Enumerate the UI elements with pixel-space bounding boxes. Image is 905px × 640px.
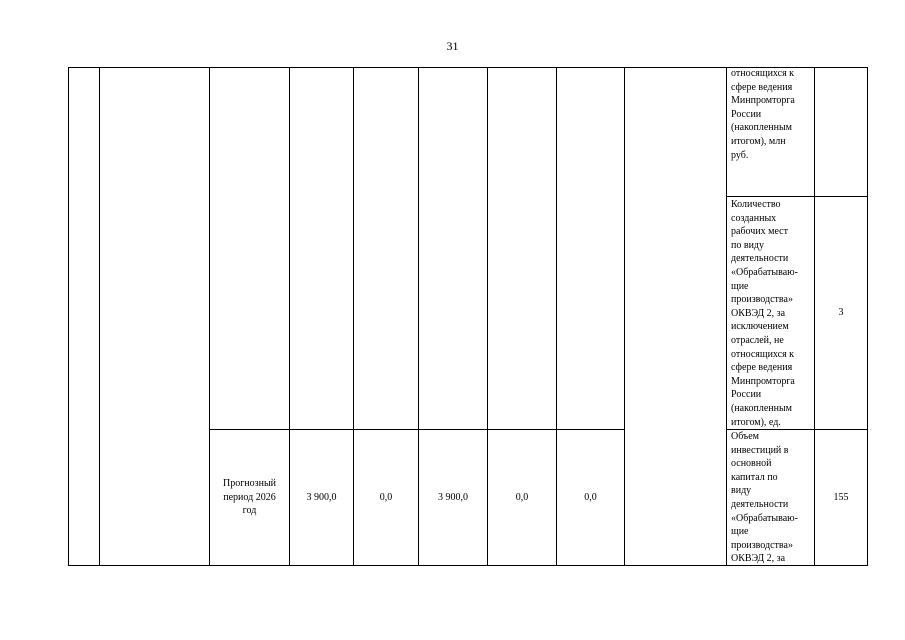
period-cell: Прогнозный период 2026 год: [222, 478, 277, 517]
col-border-11: [867, 67, 868, 566]
value-cell-3: 3 900,0: [438, 491, 468, 503]
col-border-9: [726, 67, 727, 566]
col-border-0: [68, 67, 69, 566]
value-cell-2: 0,0: [379, 491, 393, 503]
value-cell-1: 3 900,0: [306, 491, 337, 503]
indicator-value-investment: 155: [833, 491, 849, 503]
page-number: 31: [446, 39, 459, 53]
value-cell-5: 0,0: [584, 491, 597, 503]
indicator-cell-continued: относящихся к сфере ведения Минпромторга России (накопленным итогом), млн руб.: [731, 68, 795, 161]
value-cell-4: 0,0: [515, 491, 529, 503]
indicator-cell-jobs: Количество созданных рабочих мест по виду деятельности «Обрабатываю- щие производства» ОКВЭД 2, за исключением отраслей, не относящихся к сфере ведения Минпромторга России (накопленным итогом), ед.: [731, 199, 798, 428]
col-border-1: [99, 67, 100, 566]
indicator-value-jobs: 3: [838, 307, 844, 319]
indicator-value-continued: [815, 68, 867, 196]
col-border-8: [624, 67, 625, 566]
indicator-cell-investment: Объем инвестиций в основной капитал по виду деятельности «Обрабатываю- щие производства» ОКВЭД 2, за: [731, 431, 798, 565]
